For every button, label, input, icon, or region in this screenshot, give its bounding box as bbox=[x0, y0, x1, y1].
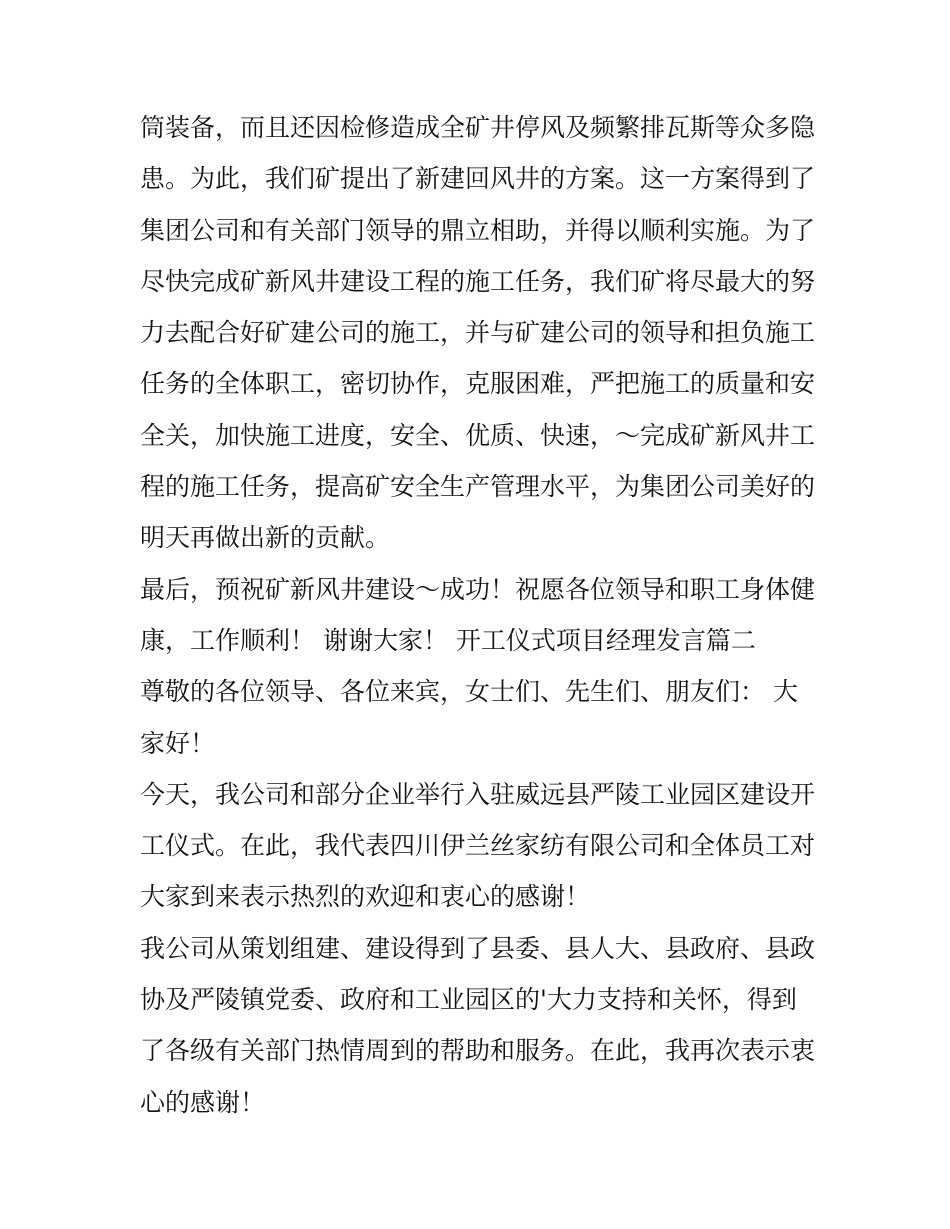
text-line: 协及严陵镇党委、政府和工业园区的'大力支持和关怀，得到 bbox=[140, 985, 797, 1015]
text-line: 尊敬的各位领导、各位来宾，女士们、先生们、朋友们： 大 bbox=[140, 677, 798, 707]
text-line: 任务的全体职工，密切协作，克服困难，严把施工的质量和安 bbox=[140, 369, 816, 399]
text-line: 尽快完成矿新风井建设工程的施工任务，我们矿将尽最大的努 bbox=[140, 266, 816, 296]
text-line: 最后，预祝矿新风井建设～成功！祝愿各位领导和职工身体健 bbox=[140, 574, 816, 604]
text-line: 工仪式。在此，我代表四川伊兰丝家纺有限公司和全体员工对 bbox=[140, 831, 816, 861]
text-line: 康，工作顺利！ 谢谢大家！ 开工仪式项目经理发言篇二 bbox=[140, 625, 756, 655]
text-line: 我公司从策划组建、建设得到了县委、县人大、县政府、县政 bbox=[140, 933, 816, 963]
text-line: 心的感谢！ bbox=[140, 1087, 266, 1117]
text-line: 集团公司和有关部门领导的鼎立相助，并得以顺利实施。为了 bbox=[140, 215, 816, 245]
text-line: 全关，加快施工进度，安全、优质、快速，～完成矿新风井工 bbox=[140, 420, 816, 450]
text-line: 家好！ bbox=[140, 728, 216, 758]
text-line: 明天再做出新的贡献。 bbox=[140, 523, 391, 553]
text-line: 大家到来表示热烈的欢迎和衷心的感谢！ bbox=[140, 882, 591, 912]
text-line: 程的施工任务，提高矿安全生产管理水平，为集团公司美好的 bbox=[140, 472, 816, 502]
body-text bbox=[140, 102, 830, 1128]
text-line: 筒装备，而且还因检修造成全矿井停风及频繁排瓦斯等众多隐 bbox=[140, 113, 816, 142]
text-line: 力去配合好矿建公司的施工，并与矿建公司的领导和担负施工 bbox=[140, 318, 816, 348]
text-line: 今天，我公司和部分企业举行入驻威远县严陵工业园区建设开 bbox=[140, 779, 816, 809]
text-line: 患。为此，我们矿提出了新建回风井的方案。这一方案得到了 bbox=[140, 164, 816, 194]
text-line: 了各级有关部门热情周到的帮助和服务。在此，我再次表示衷 bbox=[140, 1036, 816, 1066]
